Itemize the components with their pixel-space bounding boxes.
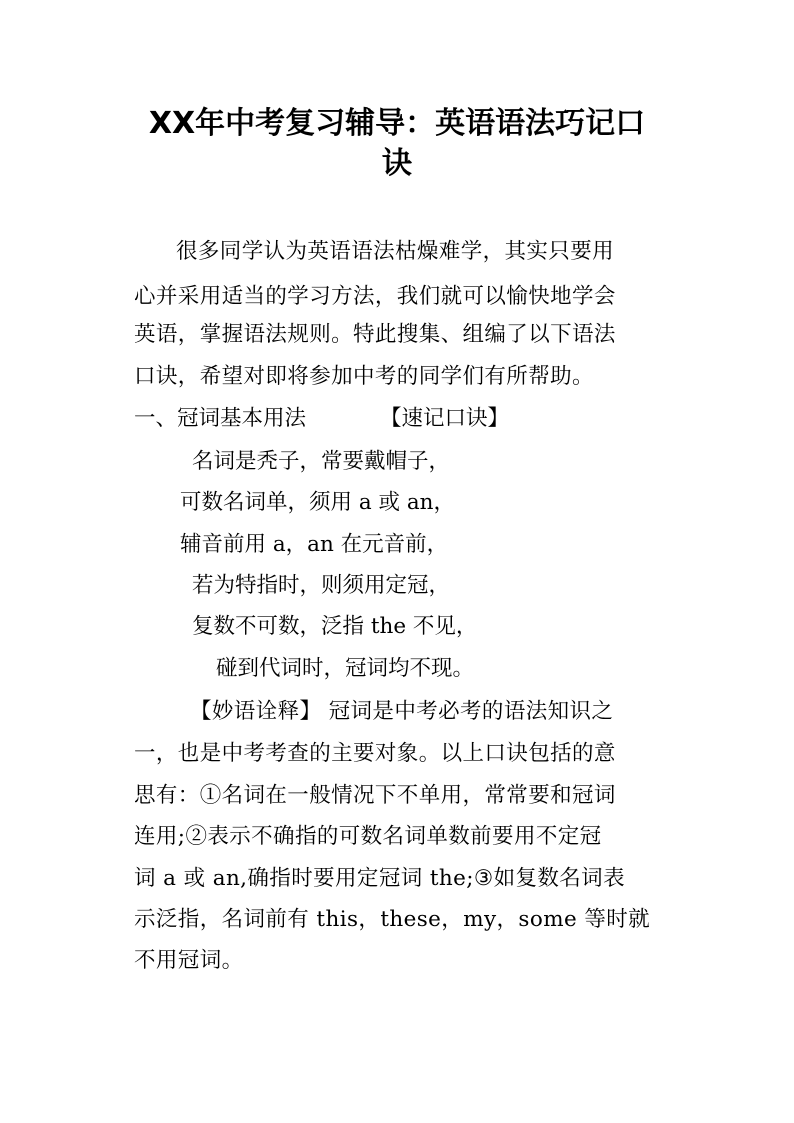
intro-line: 心并采用适当的学习方法，我们就可以愉快地学会	[134, 284, 616, 309]
intro-line: 英语，掌握语法规则。特此搜集、组编了以下语法	[134, 322, 616, 347]
explanation-line: 词 a 或 an,确指时要用定冠词 the;③如复数名词表	[134, 866, 625, 891]
section-heading-tag: 【速记口诀】	[380, 406, 510, 431]
explanation-line: 连用;②表示不确指的可数名词单数前要用不定冠	[134, 824, 602, 849]
intro-line: 口诀，希望对即将参加中考的同学们有所帮助。	[134, 364, 594, 389]
mnemonic-line: 若为特指时，则须用定冠，	[192, 573, 451, 598]
explanation-line: 【妙语诠释】 冠词是中考必考的语法知识之	[190, 699, 614, 724]
mnemonic-line: 辅音前用 a，an 在元音前，	[180, 532, 449, 557]
explanation-line: 不用冠词。	[134, 948, 244, 973]
section-heading-text: 一、冠词基本用法	[134, 406, 307, 431]
section-heading	[134, 404, 674, 434]
mnemonic-line: 碰到代词时，冠词均不现。	[216, 656, 475, 681]
mnemonic-line: 复数不可数，泛指 the 不见，	[192, 614, 478, 639]
document-title-continued: 诀	[382, 146, 412, 181]
document-title: XX年中考复习辅导：英语语法巧记口	[148, 106, 646, 141]
intro-line: 很多同学认为英语语法枯燥难学，其实只要用	[176, 239, 615, 264]
explanation-line: 一，也是中考考查的主要对象。以上口诀包括的意	[134, 741, 616, 766]
explanation-line: 思有：①名词在一般情况下不单用，常常要和冠词	[134, 783, 616, 808]
mnemonic-line: 可数名词单，须用 a 或 an，	[180, 490, 455, 515]
explanation-line: 示泛指，名词前有 this，these，my，some 等时就	[134, 907, 651, 932]
mnemonic-line: 名词是秃子，常要戴帽子，	[192, 449, 451, 474]
